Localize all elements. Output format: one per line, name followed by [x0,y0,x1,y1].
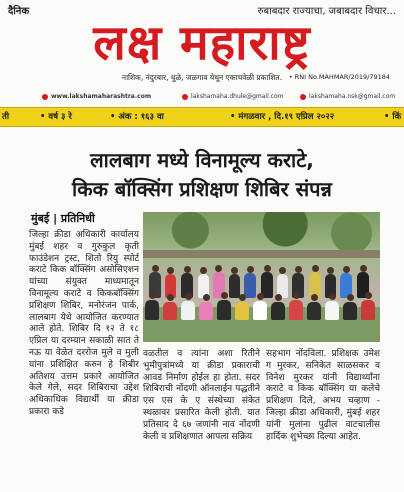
photo-person-body [361,300,375,320]
contact-row [0,91,404,105]
infobar-edge-right: • किं [384,112,402,122]
newspaper-masthead: लक्ष महाराष्ट्र [93,16,311,70]
editions-line: नाशिक, नंदुरबार, धुळे, जळगाव येथून एकाचवेळी प्रकाशित. [121,73,283,82]
photo-person-head [231,267,238,274]
photo-person-head [293,292,300,299]
photo-person-head [185,293,192,300]
photo-person-head [365,292,372,299]
photo-person-head [343,266,350,273]
photo-shelter-roof [143,250,380,258]
photo-person-body [244,273,256,298]
photo-person-head [247,266,254,273]
photo-person-head [257,293,264,300]
photo-person-body [253,301,267,320]
email2-item [300,93,395,100]
photo-person-body [289,300,303,320]
rni-number: • RNI No.MAHMAR/2019/79184 [288,73,390,81]
byline: मुंबई | प्रतिनिधी [31,212,95,225]
photo-person-head [184,266,191,273]
photo-person-head [275,294,282,301]
mail-icon [182,94,188,100]
photo-person-body [199,302,213,320]
photo-person-body [307,302,321,320]
photo-person-head [360,265,367,272]
article-column-1: जिल्हा क्रीडा अधिकारी कार्यालय मुंबई शहर व गुरुकुल कृती फाउंडेशन ट्रस्ट, शितो रियु स्पोर्ट कराटे किक बॉक्सिंग असोसिएशन यांच्या संयुक्त माध्यमातून विनामूल्य कराटे व किकबॉक्सिंग प्रशिक्षण शिबिर, मनोरंजन पार्क, लालबाग येथे आयोजित करण्यात आले होते. शिबिर दि १२ ते १८ एप्रिल या दरम्यान सकाळी सात ते नऊ या वेळेत दररोज मुले व मुली यांना प्रशिक्षित करुन हे शिबीर अतिशय उत्तम प्रकारे आयोजित केले गेले, सदर शिबिराचा उद्देश अधिकाधिक विद्यार्थी या क्रीडा प्रकारा कडे [29,230,139,417]
photo-person-body [145,300,159,320]
email1-text: lakshamaha.dhule@gmail.com [191,93,284,100]
article-column-3: सहभाग नोंदविला. प्रशिक्षक उमेश ग मुरकर, सनिकेत साळसकर व विनेश मुरकर यांनी विद्यार्थ्यांना कराटे व किक बॉक्सिंग या कलेचे प्रशिक्षण दिले, अभय चव्हाण - जिल्हा क्रीडा अधिकारी, मुंबई शहर यांनी मुलांना पुढील वाटचालीस हार्दिक शुभेच्छा दिल्या आहेत. [266,349,380,442]
photo-person-body [325,301,339,320]
photo-person-head [152,265,159,272]
photo-person-head [167,267,174,274]
photo-person-head [347,294,354,301]
photo-person-head [279,267,286,274]
mail-icon [300,94,306,100]
photo-person-head [239,294,246,301]
photo-person-body [271,302,285,320]
photo-person-head [200,267,207,274]
photo-person-head [215,265,222,272]
photo-person-head [149,292,156,299]
group-photo [143,212,380,342]
photo-person-head [311,294,318,301]
photo-person-body [181,301,195,320]
headline-line-1: लालबाग मध्ये विनामूल्य कराटे, [90,148,314,172]
daily-label: दैनिक [8,6,30,17]
website-item [42,93,151,100]
issue-info-bar [0,107,404,127]
photo-person-head [221,292,228,299]
globe-icon [42,94,48,100]
photo-person-head [203,294,210,301]
infobar-edge-left: ती [2,112,10,122]
year-label: • वर्ष ३ रे [40,112,72,122]
photo-person-head [295,266,302,273]
photo-person-head [264,265,271,272]
photo-person-head [312,265,319,272]
email2-text: lakshamaha.nsk@gmail.com [309,93,396,100]
headline-line-2: किक बॉक्सिंग प्रशिक्षण शिबिर संपन्न [72,177,332,201]
photo-person-body [229,274,240,298]
email1-item [182,93,284,100]
photo-person-body [217,300,231,320]
article-column-2: वळतील व त्यांना अशा रितीने भुमीपुत्रांमध्ये या क्रीडा प्रकाराची आवड निर्माण होईल हा होता. सदर शिबिराची नोंदणी ऑनलाईन पद्धतीने एस एस के ए संस्थेच्या संकेत स्थळावर प्रसारित केली होती. यात प्रतिसाद दे ६७ जणांनी नाव नोंदणी केली व प्रशिक्षणात आपला सक्रिय [143,349,260,442]
photo-person-head [327,267,334,274]
issue-label: • अंक : १६३ वा [110,112,164,122]
date-label: • मंगळवार , दि.१९ एप्रिल २०२२ [230,112,335,122]
photo-person-body [235,302,249,320]
website-text: www.lakshamaharashtra.com [51,93,152,100]
photo-person-body [343,302,357,320]
tagline: रुबाबदार राज्याचा, जबाबदार विचार... [257,6,396,17]
photo-trees [143,212,380,272]
photo-person-body [163,302,177,320]
photo-person-head [329,293,336,300]
photo-person-head [167,294,174,301]
